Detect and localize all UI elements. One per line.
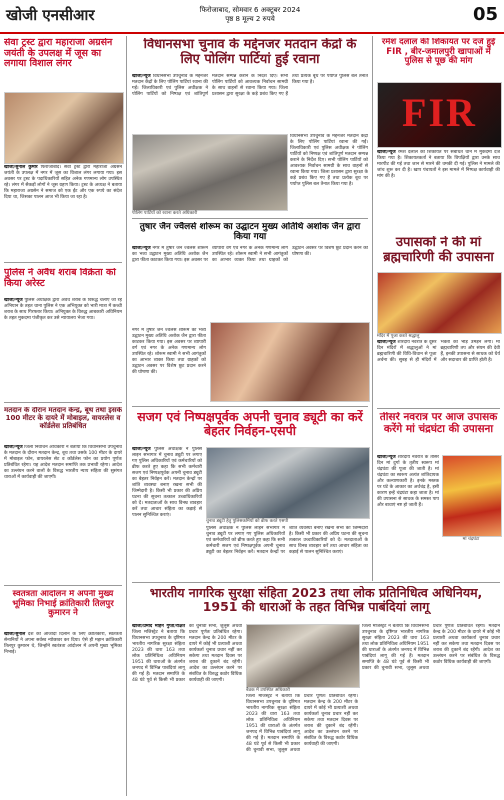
headline-police: पुलिस ने अवैध शराब विक्रेता को किया अरेस्ट [4, 268, 116, 289]
article-bharatiya [132, 624, 242, 794]
article-body: फिरोजाबाद। सेवा ट्रस्ट द्वारा महाराजा अग्रसेन जयंती के उपलक्ष में नगर में जूस का विशाल लंगर लगाया गया। इस अवसर पर ट्रस्ट के पदाधिकारियों सहित अनेक गणमान्य लोग उपस्थित रहे। लंगर में सैकड़ों लोगों ने जूस ग्रहण किया। ट्रस्ट के अध्यक्ष ने बताया कि महाराजा अग्रसेन ने समाज को एक ईंट और एक रुपये का संदेश दिया था, जिसका पालन आज भी किया जा रहा है। [4, 165, 122, 200]
article-navratra [377, 455, 439, 579]
byline: खोजी/न्यूज [4, 445, 23, 450]
headline-bharatiya: भारतीय नागरिक सुरक्षा संहिता 2023 तथा लोक प्रतिनिधित्व अधिनियम, 1951 की धाराओं के तहत विभिन्न पाबंदियां लागू [149, 586, 483, 614]
article-body: शारदीय नवरात्र के तीसरे दिन मां दुर्गा के तृतीय स्वरूप मां चंद्रघंटा की पूजा की जाती है। मां चंद्रघंटा का स्वरूप अत्यंत शांतिदायक और कल्याणकारी है। इनके मस्तक पर घंटे के आकार का अर्धचंद्र है, इसी कारण इन्हें चंद्रघंटा कहा जाता है। मां की उपासना से साधक के समस्त पाप और बाधाएं नष्ट हो जाती हैं। [377, 455, 439, 508]
article-body: नगर में तुषार जैन ज्वैलर्स शोरूम का भव्य उद्घाटन मुख्य अतिथि अशोक जैन द्वारा फीता काटकर किया गया। इस अवसर पर व्यापारी वर्ग एवं नगर के अनेक गणमान्य लोग उपस्थित रहे। शोरूम स्वामी ने सभी आगंतुकों का आभार व्यक्त किया तथा ग्राहकों को उद्घाटन अवसर पर विशेष छूट प्रदान करने की घोषणा की। [132, 328, 206, 375]
article-body: जिला मजिस्ट्रेट ने बताया कि विधानसभा उपचुनाव के दृष्टिगत भारतीय नागरिक सुरक्षा संहिता 2023 की धारा 163 तथा लोक प्रतिनिधित्व अधिनियम 1951 की धाराओं के अंतर्गत जनपद में विभिन्न पाबंदियां लागू की गई हैं। मतदान समाप्ति के 48 घंटे पूर्व से किसी भी प्रकार की चुनावी सभा, जुलूस अथवा प्रचार पूर्णतः प्रतिबंधित रहेगा। मतदान केन्द्र के 200 मीटर के दायरे में कोई भी प्रत्याशी अथवा कार्यकर्ता चुनाव प्रचार नहीं कर सकेगा तथा मतदान दिवस पर शराब की दुकानें बंद रहेंगी। आदेश का उल्लंघन करने पर संबंधित के विरुद्ध कठोर विधिक कार्यवाही की जाएगी। [132, 624, 242, 683]
byline: खोजी/न्यूज [4, 298, 23, 303]
temple-worship-photo [377, 272, 502, 334]
article-body: जिला मजिस्ट्रेट ने बताया कि विधानसभा उपचुनाव के दृष्टिगत भारतीय नागरिक सुरक्षा संहिता 2023 की धारा 163 तथा लोक प्रतिनिधित्व अधिनियम 1951 की धाराओं के अंतर्गत जनपद में विभिन्न पाबंदियां लागू की गई हैं। मतदान समाप्ति के 48 घंटे पूर्व से किसी भी प्रकार की चुनावी सभा, जुलूस अथवा प्रचार पूर्णतः प्रतिबंधित रहेगा। मतदान केन्द्र के 200 मीटर के दायरे में कोई भी प्रत्याशी अथवा कार्यकर्ता चुनाव प्रचार नहीं कर सकेगा तथा मतदान दिवस पर शराब की दुकानें बंद रहेंगी। आदेश का उल्लंघन करने पर संबंधित के विरुद्ध कठोर विधिक कार्यवाही की जाएगी। [246, 694, 358, 753]
byline: खोजी/सुनील [4, 632, 26, 637]
article-body: विधानसभा उपचुनाव के मद्देनजर मतदान केंद्रों के लिए पोलिंग पार्टियां रवाना की गईं। जिलाधिकारी एवं पुलिस अधीक्षक ने पोलिंग पार्टियों को निष्पक्ष एवं शांतिपूर्ण मतदान सम्पन्न कराने के निर्देश दिए। सभी पोलिंग पार्टियों को आवश्यक निर्वाचन सामग्री के साथ वाहनों से रवाना किया गया। जिला प्रशासन द्वारा सुरक्षा के कड़े प्रबंध किए गए हैं तथा प्रत्येक बूथ पर पर्याप्त पुलिस बल तैनात किया गया है। [132, 74, 368, 97]
photo-caption: पोलिंग पार्टियों को रवाना करते अधिकारी [132, 211, 198, 216]
page-number: 05 [472, 4, 498, 25]
article-police [4, 298, 122, 398]
headline-swatantrata: स्वतंत्रता आंदोलन में अपनी मुख्य भूमिका निभाई क्रांतिकारी तिलपुर कुमारन ने [12, 590, 114, 619]
headline-vidhan-sabha: विधानसभा चुनाव के मद्देनजर मतदान केंद्रों के लिए पोलिंग पार्टियां हुई रवाना [143, 38, 357, 67]
byline: खोजी/न्यूज [132, 74, 151, 79]
article-body: शारदीय नवरात्र के दूसरे दिन मंदिरों में श्रद्धालुओं ने मां ब्रह्मचारिणी की विधि-विधान से पूजा अर्चना की। सुबह से ही मंदिरों में भक्तों की भीड़ उमड़ने लगी। मां ब्रह्मचारिणी तप और संयम की देवी हैं, इनकी उपासना से साधक को धैर्य और सदाचार की प्राप्ति होती है। [377, 340, 500, 363]
byline: खोजी/प्रमोद मोहन गुप्ता/रक्षित [132, 624, 185, 629]
divider [4, 262, 122, 263]
fir-text: FIR [402, 90, 477, 135]
photo-caption: बैठक में उपस्थित अधिकारी [246, 688, 290, 693]
masthead-meta [160, 6, 340, 24]
article-body: जिला निर्वाचन अधिकारी ने बताया कि विधानसभा उपचुनाव के मतदान के दौरान मतदान केन्द्र, बूथ तथा उसके 100 मीटर के दायरे में मोबाइल फोन, वायरलेस सेट व कॉर्डलेस फोन का प्रयोग पूर्णतः प्रतिबंधित रहेगा। यह आदेश मतदान समाप्ति तक प्रभावी रहेगा। आदेश का उल्लंघन करने वालों के विरुद्ध भारतीय न्याय संहिता की सुसंगत धाराओं में कार्यवाही की जाएगी। [4, 445, 122, 480]
article-body: जिला मजिस्ट्रेट ने बताया कि विधानसभा उपचुनाव के दृष्टिगत भारतीय नागरिक सुरक्षा संहिता 2023 की धारा 163 तथा लोक प्रतिनिधित्व अधिनियम 1951 की धाराओं के अंतर्गत जनपद में विभिन्न पाबंदियां लागू की गई हैं। मतदान समाप्ति के 48 घंटे पूर्व से किसी भी प्रकार की चुनावी सभा, जुलूस अथवा प्रचार पूर्णतः प्रतिबंधित रहेगा। मतदान केन्द्र के 200 मीटर के दायरे में कोई भी प्रत्याशी अथवा कार्यकर्ता चुनाव प्रचार नहीं कर सकेगा तथा मतदान दिवस पर शराब की दुकानें बंद रहेंगी। आदेश का उल्लंघन करने पर संबंधित के विरुद्ध कठोर विधिक कार्यवाही की जाएगी। [362, 624, 500, 671]
headline-upasak: उपासकों ने की मां ब्रह्मचारिणी की उपासना [383, 236, 494, 265]
article-tushar [132, 246, 368, 326]
byline: खोजी/न्यूज [377, 340, 396, 345]
meeting-photo [246, 624, 360, 688]
byline: खोजी/न्यूज [132, 246, 151, 251]
polling-party-photo [132, 134, 288, 211]
article-body: विधानसभा उपचुनाव के मद्देनजर मतदान केंद्रों के लिए पोलिंग पार्टियां रवाना की गईं। जिलाधिकारी एवं पुलिस अधीक्षक ने पोलिंग पार्टियों को निष्पक्ष एवं शांतिपूर्ण मतदान सम्पन्न कराने के निर्देश दिए। सभी पोलिंग पार्टियों को आवश्यक निर्वाचन सामग्री के साथ वाहनों से रवाना किया गया। जिला प्रशासन द्वारा सुरक्षा के कड़े प्रबंध किए गए हैं तथा प्रत्येक बूथ पर पर्याप्त पुलिस बल तैनात किया गया है। [290, 134, 368, 187]
headline-sajag: सजग एवं निष्पक्षपूर्वक अपनी चुनाव ड्यूटी का करें बेहतर निर्वहन-एसपी [137, 410, 363, 438]
byline: खोजी/न्यूज [377, 150, 396, 155]
tushar-inauguration-photo [210, 322, 370, 402]
article-tushar-cont [132, 328, 206, 404]
headline-navratra: तीसरे नवरात्र पर आज उपासक करेंगे मां चंद्रघंटा की उपासना [379, 412, 498, 435]
headline-seva-trust: सेवा ट्रस्ट द्वारा महाराजा अग्रसेन जयंती के उपलक्ष में जूस का लगाया विशाल लंगर [4, 38, 113, 70]
headline-voting: मतदान के दौरान मतदान केन्द्र, बूथ तथा इसके 100 मीटर के दायरे में मोबाइल, वायरलेस व कॉर्डलेस प्रतिबंधित [4, 407, 122, 430]
byline: खोजी/सुनील कुमार [4, 165, 38, 170]
fir-graphic [377, 82, 502, 148]
article-seva-trust [4, 165, 122, 257]
article-body: रमेश दलाल की शिकायत पर संबंधित थाने में मुकदमा दर्ज किया गया है। शिकायतकर्ता ने बताया कि विपक्षियों द्वारा उनके साथ मारपीट की गई तथा जान से मारने की धमकी दी गई। पुलिस ने मामले की जांच शुरू कर दी है। खाप पंचायतों ने इस मामले में निष्पक्ष कार्यवाही की मांग की है। [377, 150, 500, 179]
headline-tushar: तुषार जैन ज्वैलर्स शोरूम का उद्घाटन मुख्य अतिथि अशोक जैन द्वारा किया गया [139, 222, 361, 243]
seva-trust-photo [4, 92, 124, 164]
article-body: नगर में तुषार जैन ज्वैलर्स शोरूम का भव्य उद्घाटन मुख्य अतिथि अशोक जैन द्वारा फीता काटकर किया गया। इस अवसर पर व्यापारी वर्ग एवं नगर के अनेक गणमान्य लोग उपस्थित रहे। शोरूम स्वामी ने सभी आगंतुकों का आभार व्यक्त किया तथा ग्राहकों को उद्घाटन अवसर पर विशेष छूट प्रदान करने की घोषणा की। [132, 246, 368, 263]
article-swatantrata [4, 632, 122, 792]
article-vidhan-sabha [132, 74, 368, 132]
sajag-briefing-photo [206, 447, 370, 519]
byline: खोजी/न्यूज [377, 455, 396, 460]
byline: खोजी/न्यूज [132, 447, 151, 452]
headline-fir: रमेश दलाल की शिकायत पर दर्ज हुई FIR , बीर-जमालपुरी खापाओं में पुलिस से पूछ की मांग [381, 38, 496, 67]
article-body: पुलिस अधीक्षक ने पुलिस लाइन सभागार में चुनाव ड्यूटी पर लगाए गए पुलिस अधिकारियों एवं कर्मचारियों को ब्रीफ करते हुए कहा कि सभी कर्मचारी सजग एवं निष्पक्षपूर्वक अपनी चुनाव ड्यूटी का बेहतर निर्वहन करें। मतदान केन्द्रों पर शांति व्यवस्था बनाए रखना सभी की जिम्मेदारी है। किसी भी प्रकार की अप्रिय घटना की सूचना तत्काल उच्चाधिकारियों को दें। मतदाताओं के साथ विनम्र व्यवहार करें तथा आचार संहिता का कड़ाई से पालन सुनिश्चित कराएं। [132, 447, 202, 518]
article-vidhan-sabha-cont [290, 134, 368, 216]
photo-caption: चुनाव ड्यूटी हेतु पुलिसकर्मियों को ब्रीफ करते एसपी [206, 519, 289, 524]
masthead-price: पृष्ठ 8 मूल्य 2 रुपये [225, 15, 275, 23]
masthead-date: फिरोजाबाद, सोमवार 6 अक्टूबर 2024 [199, 6, 301, 14]
article-fir [377, 150, 500, 230]
divider [4, 585, 122, 586]
article-body: पुलिस अधीक्षक द्वारा अवैध शराब के विरुद्ध चलाए जा रहे अभियान के तहत थाना पुलिस ने एक अभियुक्त को भारी मात्रा में कच्ची शराब के साथ गिरफ्तार किया। अभियुक्त के विरुद्ध आबकारी अधिनियम के तहत मुकदमा पंजीकृत कर उसे न्यायालय भेजा गया। [4, 298, 122, 321]
photo-caption: मां चंद्रघंटा [462, 537, 480, 542]
column-divider [372, 36, 373, 581]
article-bharatiya-cont2 [362, 624, 500, 794]
article-bharatiya-cont [246, 694, 358, 794]
article-voting [4, 445, 122, 580]
divider [132, 582, 500, 583]
photo-caption: मंदिर में पूजा करते श्रद्धालु [377, 334, 420, 339]
column-divider [126, 36, 127, 796]
divider [132, 406, 368, 407]
newspaper-title: खोजी एनसीआर [6, 6, 95, 24]
divider [132, 218, 368, 219]
article-body: देश की आजादी दिलाने के लिए क्रांतिकारी, स्वतंत्रता सेनानियों ने अपना सर्वस्व न्योछावर कर दिया। ऐसे ही महान क्रांतिकारी तिलपुर कुमारन थे, जिन्होंने स्वतंत्रता आंदोलन में अपनी मुख्य भूमिका निभाई। [4, 632, 122, 655]
divider [377, 408, 500, 409]
masthead [0, 0, 504, 34]
article-sajag-cont [206, 526, 368, 578]
article-upasak [377, 340, 500, 406]
article-body: पुलिस अधीक्षक ने पुलिस लाइन सभागार में चुनाव ड्यूटी पर लगाए गए पुलिस अधिकारियों एवं कर्मचारियों को ब्रीफ करते हुए कहा कि सभी कर्मचारी सजग एवं निष्पक्षपूर्वक अपनी चुनाव ड्यूटी का बेहतर निर्वहन करें। मतदान केन्द्रों पर शांति व्यवस्था बनाए रखना सभी की जिम्मेदारी है। किसी भी प्रकार की अप्रिय घटना की सूचना तत्काल उच्चाधिकारियों को दें। मतदाताओं के साथ विनम्र व्यवहार करें तथा आचार संहिता का कड़ाई से पालन सुनिश्चित कराएं। [206, 526, 368, 555]
article-sajag [132, 447, 202, 577]
chandraghanta-photo [442, 455, 502, 537]
divider [4, 402, 122, 403]
